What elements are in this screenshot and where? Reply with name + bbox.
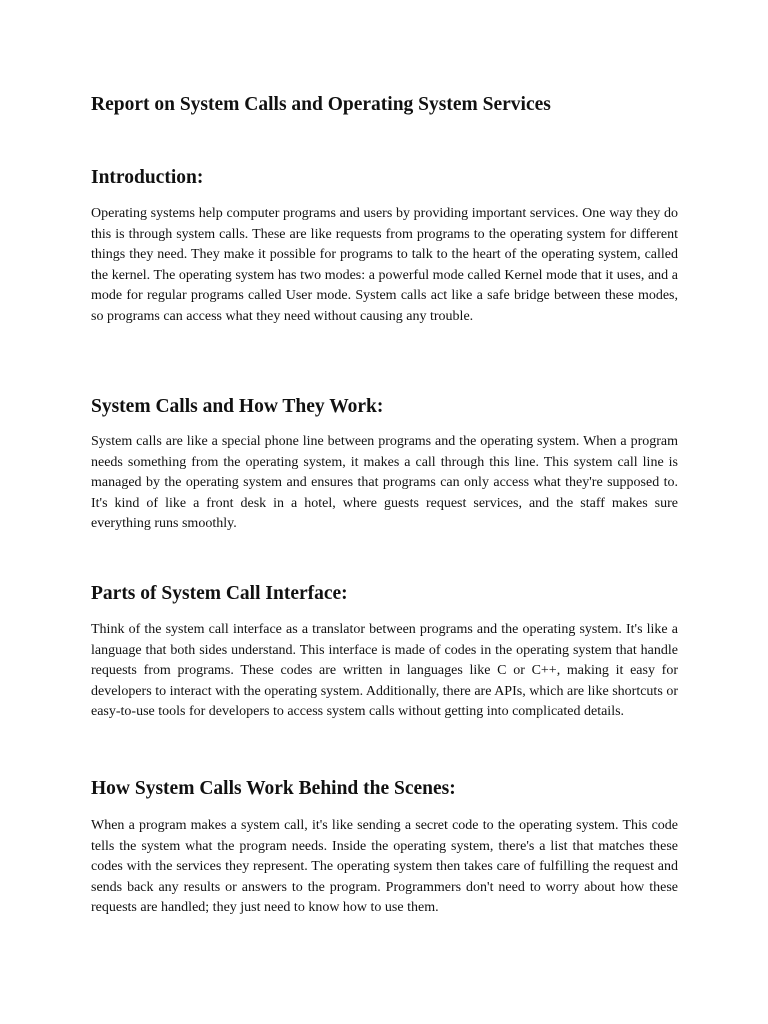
section-heading-behind-the-scenes: How System Calls Work Behind the Scenes: (91, 778, 456, 799)
section-body-behind-the-scenes: When a program makes a system call, it's like sending a secret code to the operating system. This code tells the system what the program needs. Inside the operating system, there's a list that matches these codes with the services they represent. The operating system then takes care of fulfilling the request and sends back any results or answers to the program. Programmers don't need to worry about how these requests are handled; they just need to know how to use them. (91, 818, 678, 916)
section-body-parts-of-interface: Think of the system call interface as a translator between programs and the operating system. It's like a language that both sides understand. This interface is made of codes in the operating system that handle requests from programs. These codes are written in languages like C or C++, making it easy for developers to interact with the operating system. Additionally, there are APIs, which are like shortcuts or easy-to-use tools for developers to access system calls without getting into complicated details. (91, 622, 678, 720)
section-body-system-calls-how-they-work: System calls are like a special phone line between programs and the operating system. When a program needs something from the operating system, it makes a call through this line. This system call line is managed by the operating system and ensures that programs can only access what they're supposed to. It's kind of like a front desk in a hotel, where guests request services, and the staff makes sure everything runs smoothly. (91, 434, 678, 532)
section-heading-parts-of-interface: Parts of System Call Interface: (91, 583, 348, 604)
section-body-introduction: Operating systems help computer programs and users by providing important services. One way they do this is through system calls. These are like requests from programs to the operating system for different things they need. They make it possible for programs to talk to the heart of the operating system, called the kernel. The operating system has two modes: a powerful mode called Kernel mode that it uses, and a mode for regular programs called User mode. System calls act like a safe bridge between these modes, so programs can access what they need without causing any trouble. (91, 206, 678, 324)
document-title: Report on System Calls and Operating System Services (91, 94, 551, 115)
section-heading-system-calls-how-they-work: System Calls and How They Work: (91, 396, 384, 417)
section-heading-introduction: Introduction: (91, 167, 204, 188)
